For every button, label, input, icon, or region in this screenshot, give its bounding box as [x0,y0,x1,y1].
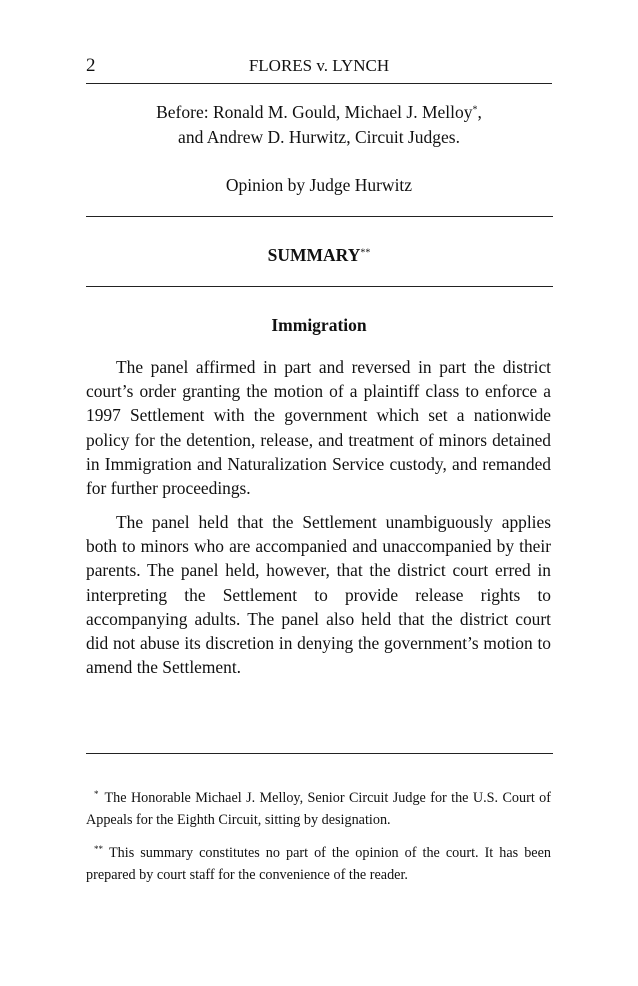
case-title-separator: v. [312,56,333,75]
footnote-separator [86,753,553,754]
case-title [86,55,552,77]
divider-bottom [86,286,553,287]
summary-heading [86,243,552,267]
footnote-2-text: This summary constitutes no part of the opinion of the court. It has been prepared by court staff for the convenience of the reader. [86,845,551,883]
running-header [86,55,552,84]
panel-line1-text: Before: Ronald M. Gould, Michael J. Melloy [156,102,473,122]
page-number: 2 [86,55,96,76]
panel-judges-line2: and Andrew D. Hurwitz, Circuit Judges. [178,127,460,147]
case-title-part2: LYNCH [332,56,390,75]
summary-footnote-mark: ** [360,247,371,259]
opinion-by: Opinion by Judge Hurwitz [225,175,413,195]
divider-top [86,216,553,217]
panel-line1-footnote-mark: * [472,104,478,116]
paragraph-text: The panel affirmed in part and reversed in part the district court’s order granting the motion of a plaintiff class to enforce a 1997 Settlement with the government which set a nationwide policy for the detention, release, and treatment of minors detained in Immigration and Naturalization Service custody, and remanded for further proceedings. [86,357,551,499]
panel-judges-line1 [86,100,552,124]
footnote-1-text: The Honorable Michael J. Melloy, Senior Circuit Judge for the U.S. Court of Appeals for the Eighth Circuit, sitting by designation. [86,790,551,828]
summary-paragraph-1 [86,355,551,500]
panel-line1-suffix: , [477,102,482,122]
case-title-part1: FLORES [248,56,313,75]
paragraph-text: The panel held that the Settlement unambiguously applies both to minors who are accompanied and unaccompanied by their parents. The panel held, however, that the district court erred in interpreting the Settlement to provide release rights to accompanying adults. The panel also held that the district court did not abuse its discretion in denying the government’s motion to amend the Settlement. [86,512,551,678]
footnote-1: * The Honorable Michael J. Melloy, Senior Circuit Judge for the U.S. Court of Appeals for the Eighth Circuit, sitting by designation. [86,789,551,828]
summary-paragraph-2 [86,510,551,679]
summary-heading-text: SUMMARY [267,245,361,265]
topic-heading: Immigration [271,315,367,335]
footnote-2: ** This summary constitutes no part of the opinion of the court. It has been prepared by court staff for the convenience of the reader. [86,844,551,883]
